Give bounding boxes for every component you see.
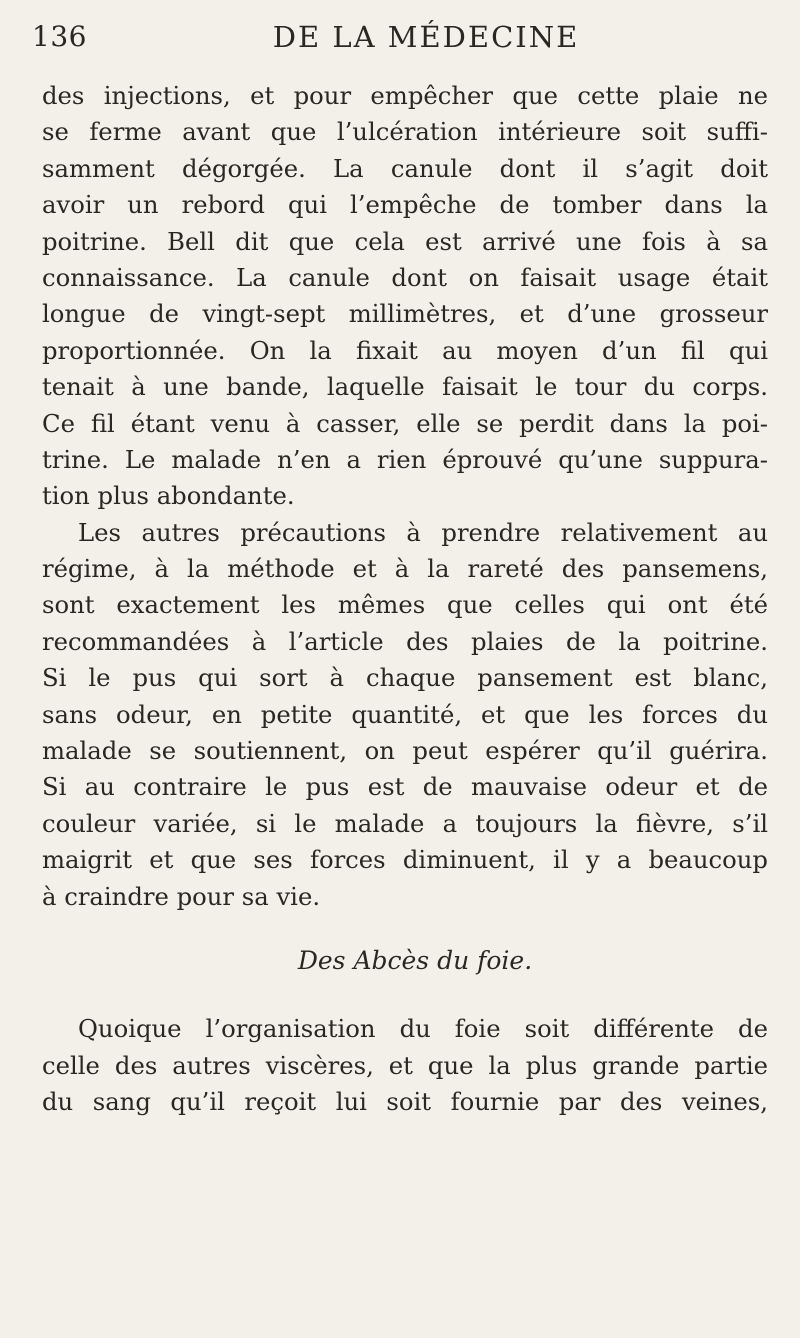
- text-line: maigrit et que ses forces diminuent, il y a beaucoup: [42, 845, 768, 875]
- text-line: avoir un rebord qui l’empêche de tomber dans la: [42, 190, 768, 220]
- paragraph-3: [42, 1011, 768, 1120]
- text-line: Ce fil étant venu à casser, elle se perdit dans la poi-: [42, 408, 768, 438]
- page-header: [32, 18, 760, 62]
- text-line: sont exactement les mêmes que celles qui ont été: [42, 590, 768, 620]
- body-text: [42, 78, 768, 1121]
- text-line: samment dégorgée. La canule dont il s’agit doit: [42, 153, 768, 183]
- text-line: du sang qu’il reçoit lui soit fournie par des veines,: [42, 1087, 768, 1117]
- text-line: longue de vingt-sept millimètres, et d’une grosseur: [42, 299, 768, 329]
- text-line: Si le pus qui sort à chaque pansement est blanc,: [42, 663, 768, 693]
- text-line: proportionnée. On la fixait au moyen d’un fil qui: [42, 335, 768, 365]
- text-line: celle des autres viscères, et que la plus grande partie: [42, 1050, 768, 1080]
- text-line: recommandées à l’article des plaies de la poitrine.: [42, 626, 768, 656]
- text-line: Si au contraire le pus est de mauvaise odeur et de: [42, 772, 768, 802]
- section-heading: Des Abcès du foie.: [297, 945, 533, 975]
- text-line: Les autres précautions à prendre relativement au: [78, 517, 768, 547]
- text-line: sans odeur, en petite quantité, et que les forces du: [42, 699, 768, 729]
- text-line: tion plus abondante.: [42, 481, 295, 511]
- text-line: régime, à la méthode et à la rareté des pansemens,: [42, 554, 768, 584]
- running-title: DE LA MÉDECINE: [272, 20, 580, 54]
- page-number: 136: [32, 20, 87, 53]
- text-line: se ferme avant que l’ulcération intérieure soit suffi-: [42, 117, 768, 147]
- text-line: poitrine. Bell dit que cela est arrivé une fois à sa: [42, 226, 768, 256]
- text-line: couleur variée, si le malade a toujours la fièvre, s’il: [42, 808, 768, 838]
- text-line: à craindre pour sa vie.: [42, 881, 321, 911]
- text-line: Quoique l’organisation du foie soit différente de: [78, 1014, 768, 1044]
- text-line: trine. Le malade n’en a rien éprouvé qu’une suppura-: [42, 444, 768, 474]
- text-line: connaissance. La canule dont on faisait usage était: [42, 262, 768, 292]
- text-line: malade se soutiennent, on peut espérer qu’il guérira.: [42, 736, 768, 766]
- paragraph-2: [42, 515, 768, 915]
- paragraph-1: [42, 78, 768, 515]
- text-line: des injections, et pour empêcher que cette plaie ne: [42, 81, 768, 110]
- text-line: tenait à une bande, laquelle faisait le tour du corps.: [42, 372, 768, 402]
